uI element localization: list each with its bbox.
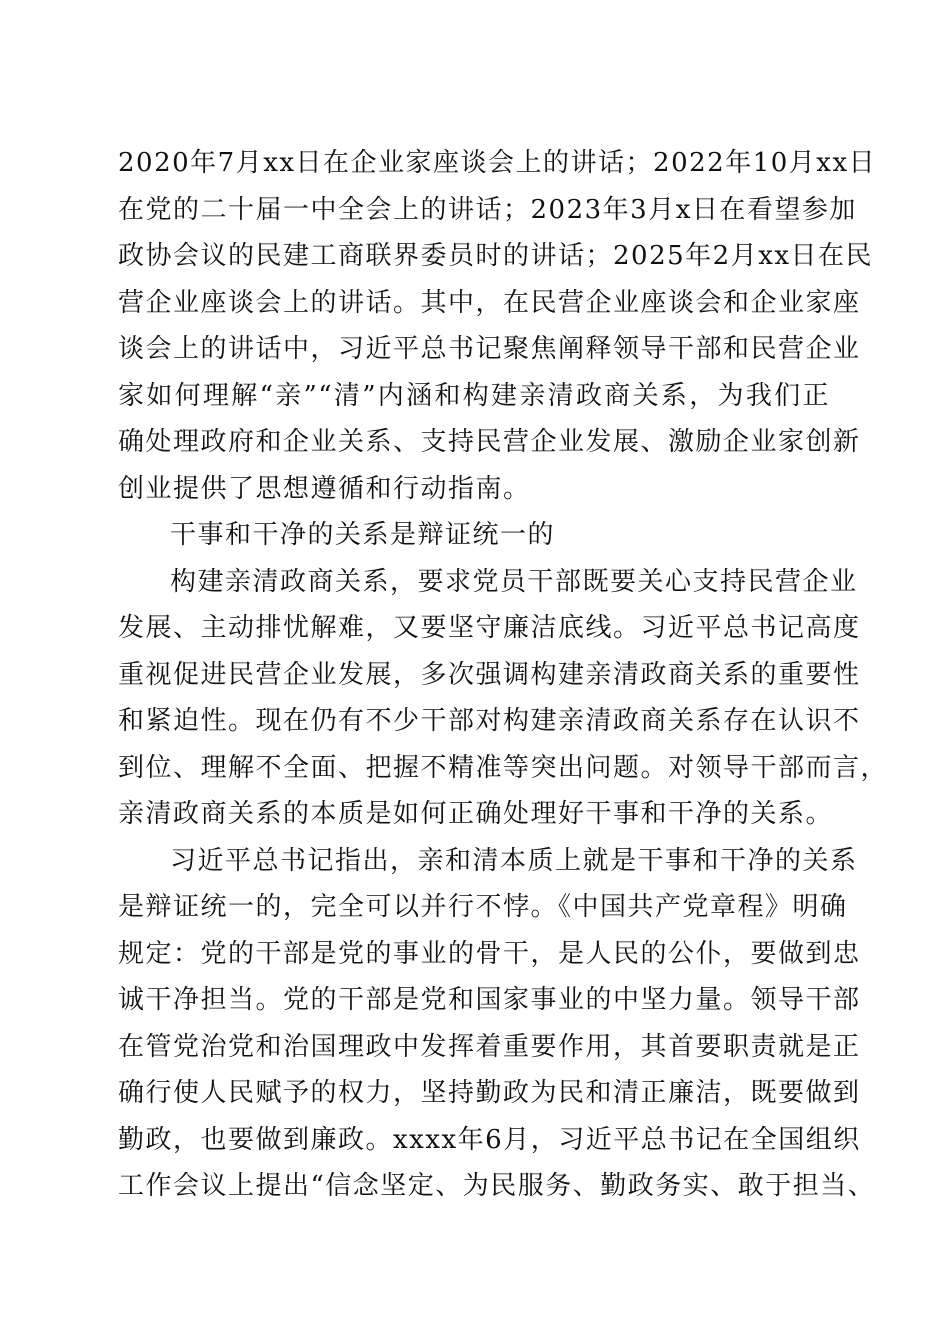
text-line: 构建亲清政商关系，要求党员干部既要关心支持民营企业 <box>170 566 858 597</box>
text-line: 亲清政商关系的本质是如何正确处理好干事和干净的关系。 <box>118 799 834 829</box>
section-heading: 干事和干净的关系是辩证统一的 <box>170 520 556 550</box>
text-line: 在党的二十届一中全会上的讲话；2023年3月x日在看望参加 <box>118 194 857 225</box>
text-line: 习近平总书记指出，亲和清本质上就是干事和干净的关系 <box>170 845 858 876</box>
text-line: 创业提供了思想遵循和行动指南。 <box>118 473 531 504</box>
text-line: 规定：党的干部是党的事业的骨干，是人民的公仆，要做到忠 <box>118 938 861 969</box>
text-line: 工作会议上提出“信念坚定、为民服务、勤政务实、敢于担当、 <box>118 1171 876 1201</box>
text-line: 诚干净担当。党的干部是党和国家事业的中坚力量。领导干部 <box>118 985 861 1015</box>
text-line: 确处理政府和企业关系、支持民营企业发展、激励企业家创新 <box>118 427 861 457</box>
text-line: 政协会议的民建工商联界委员时的讲话；2025年2月xx日在民 <box>118 241 874 271</box>
text-line: 是辩证统一的，完全可以并行不悖。《中国共产党章程》明确 <box>118 892 848 922</box>
text-line: 营企业座谈会上的讲话。其中，在民营企业座谈会和企业家座 <box>118 287 861 318</box>
text-line: 确行使人民赋予的权力，坚持勤政为民和清正廉洁，既要做到 <box>118 1078 861 1108</box>
text-line: 在管党治党和治国理政中发挥着重要作用，其首要职责就是正 <box>118 1031 861 1062</box>
text-line: 谈会上的讲话中，习近平总书记聚焦阐释领导干部和民营企业 <box>118 334 861 364</box>
text-line: 2020年7月xx日在企业家座谈会上的讲话；2022年10月xx日 <box>118 148 877 178</box>
text-line: 和紧迫性。现在仍有不少干部对构建亲清政商关系存在认识不 <box>118 706 861 736</box>
text-line: 发展、主动排忧解难，又要坚守廉洁底线。习近平总书记高度 <box>118 613 861 643</box>
document-body <box>118 140 889 1210</box>
text-line: 家如何理解“亲”“清”内涵和构建亲清政商关系，为我们正 <box>118 380 830 411</box>
text-line: 重视促进民营企业发展，多次强调构建亲清政商关系的重要性 <box>118 659 861 690</box>
text-line: 勤政，也要做到廉政。xxxx年6月，习近平总书记在全国组织 <box>118 1124 861 1155</box>
text-line: 到位、理解不全面、把握不精准等突出问题。对领导干部而言， <box>118 752 889 783</box>
